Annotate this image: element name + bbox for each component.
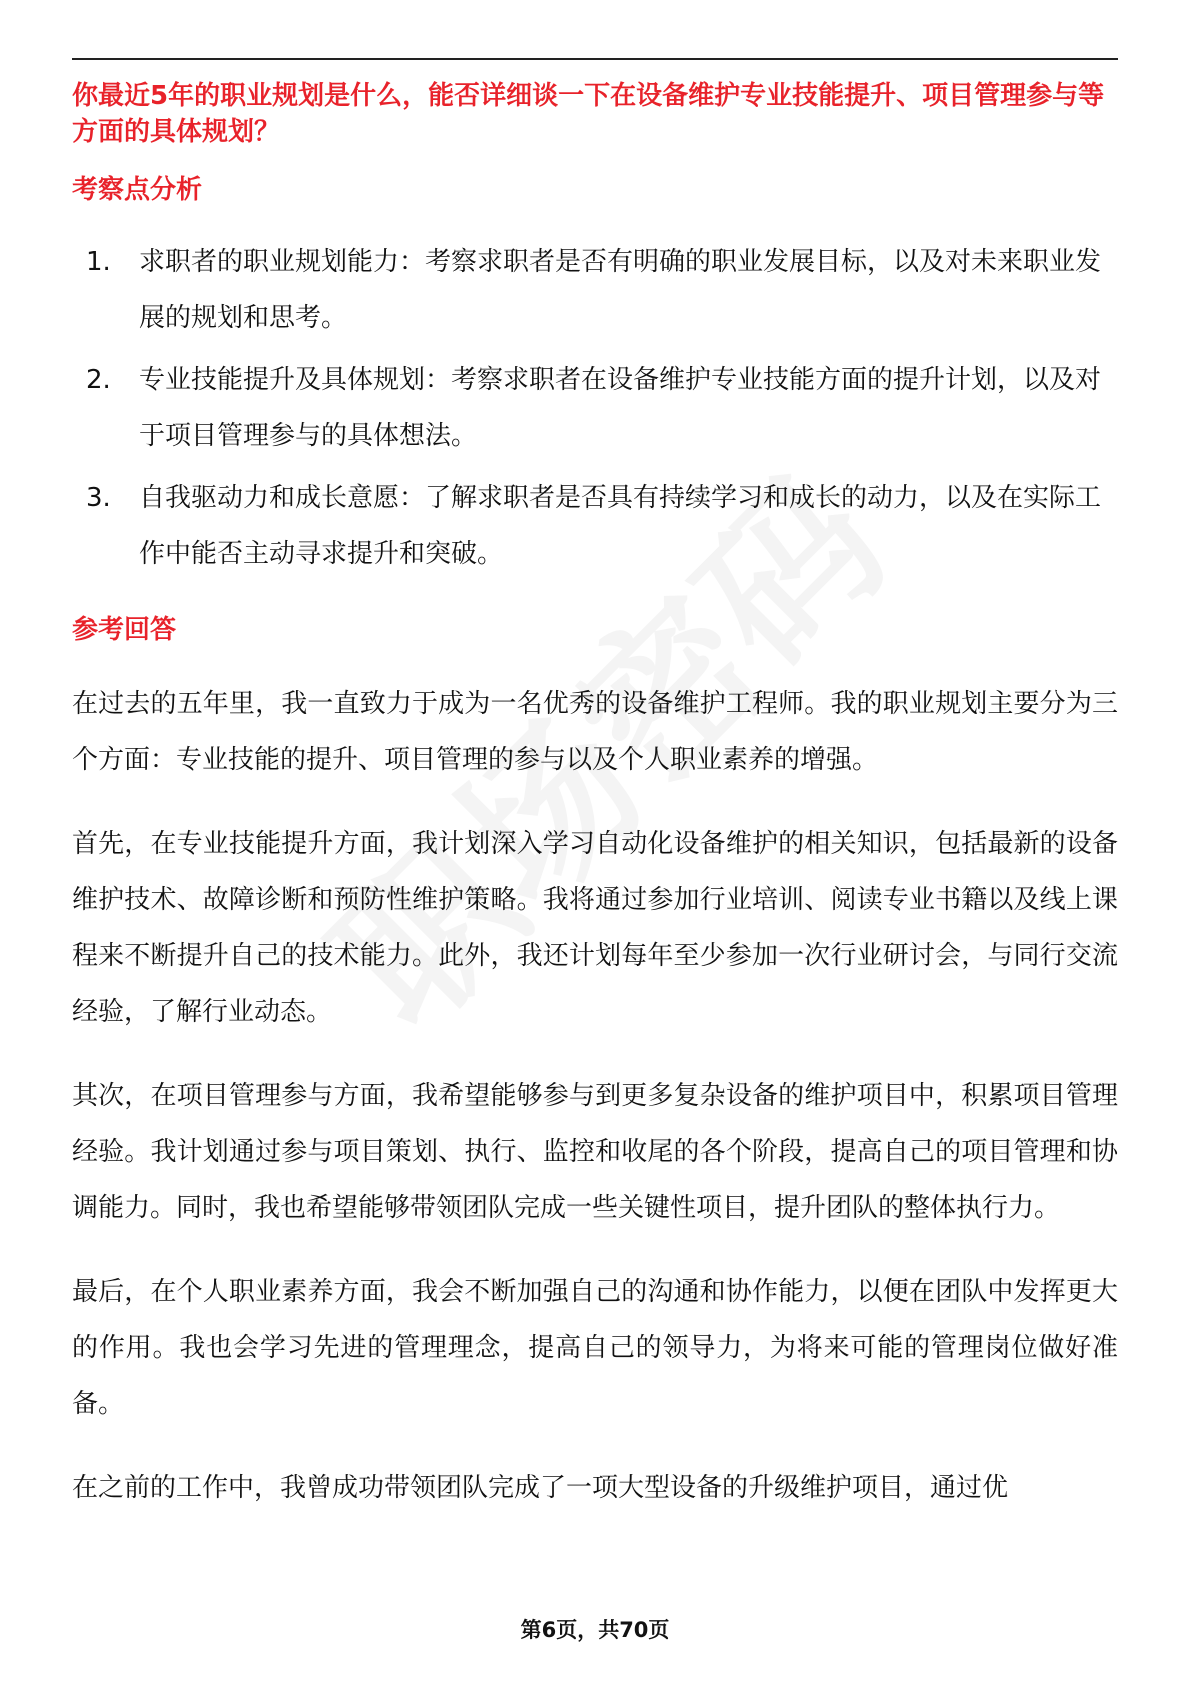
answer-heading: 参考回答 <box>72 615 177 645</box>
analysis-point <box>86 352 1118 464</box>
point-number: 2. <box>86 365 111 395</box>
point-number: 3. <box>86 483 111 513</box>
point-text: 专业技能提升及具体规划：考察求职者在设备维护专业技能方面的提升计划，以及对于项目管理参与的具体想法。 <box>139 365 1102 451</box>
top-rule <box>72 58 1118 60</box>
answer-paragraph: 在过去的五年里，我一直致力于成为一名优秀的设备维护工程师。我的职业规划主要分为三个方面：专业技能的提升、项目管理的参与以及个人职业素养的增强。 <box>72 689 1118 775</box>
answer-paragraph: 首先，在专业技能提升方面，我计划深入学习自动化设备维护的相关知识，包括最新的设备维护技术、故障诊断和预防性维护策略。我将通过参加行业培训、阅读专业书籍以及线上课程来不断提升自己的技术能力。此外，我还计划每年至少参加一次行业研讨会，与同行交流经验，了解行业动态。 <box>72 829 1118 1027</box>
question-title: 你最近5年的职业规划是什么，能否详细谈一下在设备维护专业技能提升、项目管理参与等方面的具体规划？ <box>72 81 1105 147</box>
analysis-point <box>86 234 1118 346</box>
point-text: 求职者的职业规划能力：考察求职者是否有明确的职业发展目标，以及对未来职业发展的规划和思考。 <box>139 247 1102 333</box>
analysis-point <box>86 470 1118 582</box>
answer-paragraph: 最后，在个人职业素养方面，我会不断加强自己的沟通和协作能力，以便在团队中发挥更大的作用。我也会学习先进的管理理念，提高自己的领导力，为将来可能的管理岗位做好准备。 <box>72 1277 1118 1419</box>
point-number: 1. <box>86 247 111 277</box>
answer-paragraph: 在之前的工作中，我曾成功带领团队完成了一项大型设备的升级维护项目，通过优 <box>72 1473 1009 1503</box>
page-content <box>72 78 1118 1544</box>
answer-paragraph: 其次，在项目管理参与方面，我希望能够参与到更多复杂设备的维护项目中，积累项目管理经验。我计划通过参与项目策划、执行、监控和收尾的各个阶段，提高自己的项目管理和协调能力。同时，我也希望能够带领团队完成一些关键性项目，提升团队的整体执行力。 <box>72 1081 1118 1223</box>
page-number: 第6页，共70页 <box>520 1618 670 1642</box>
analysis-heading: 考察点分析 <box>72 175 203 205</box>
analysis-points <box>72 234 1118 582</box>
point-text: 自我驱动力和成长意愿：了解求职者是否具有持续学习和成长的动力，以及在实际工作中能否主动寻求提升和突破。 <box>139 483 1102 569</box>
